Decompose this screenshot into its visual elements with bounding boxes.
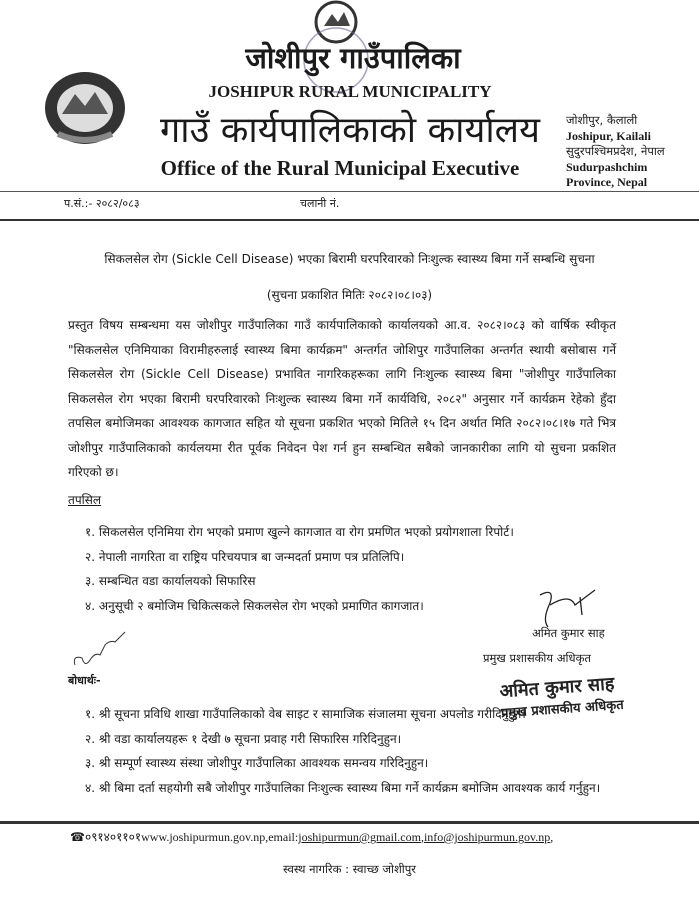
list-item: १. श्री सूचना प्रविधि शाखा गाउँपालिकाको वेब साइट र सामाजिक संजालमा सूचना अपलोड गरीदिनुहुन। <box>85 707 526 721</box>
notice-subject: सिकलसेल रोग (Sickle Cell Disease) भएका बिरामी घरपरिवारको निःशुल्क स्वास्थ्य बिमा गर्ने सम्बन्धि सुचना <box>104 252 595 266</box>
reference-number: प.सं.:- २०८२/०८३ <box>64 197 140 210</box>
stamp-title: प्रमुख प्रशासकीय अधिकृत <box>500 697 625 722</box>
address-line: Sudurpashchim <box>566 159 648 174</box>
list-item: ४. श्री बिमा दर्ता सहयोगी सबै जोशीपुर गाउँपालिका निःशुल्क स्वास्थ्य बिमा गर्ने कार्यक्रम बमोजिम आवश्यक कार्य गर्नुहुन। <box>85 780 601 795</box>
details-heading: तपसिल <box>68 493 102 507</box>
address-line: सुदुरपश्चिमप्रदेश, नेपाल <box>566 144 665 158</box>
email-link[interactable]: info@joshipurmun.gov.np <box>423 830 551 844</box>
phone-icon: ☎ <box>70 830 85 844</box>
list-item: ३. सम्बन्धित वडा कार्यालयको सिफारिस <box>85 574 256 589</box>
notice-body: प्रस्तुत विषय सम्बन्धमा यस जोशीपुर गाउँपालिका गाउँ कार्यपालिकाको कार्यालयको आ.व. २०८२।०८३ को वार्षिक स्वीकृत "सिकलसेल एनिमियाका विरामीहरुलाई स्वास्थ्य बिमा कार्यक्रम" अन्तर्गत जोशिपुर गाउँपालिका अन्तर्गत स्थायी बसोबास गर्ने सिकलसेल रोग (Sickle Cell Disease) प्रभावित नागरिकहरूका लागि निःशुल्क स्वास्थ्य बिमा "जोशीपुर गाउँपालिका सिकलसेल रोग भएका बिरामी घरपरिवारको निःशुल्क स्वास्थ्य बिमा गर्ने कार्यविधि, २०८२" अनुसार गर्ने कार्यक्रम रेहेको हुँदा तपसिल बमोजिमका आवश्यक कागजात सहित यो सूचना प्रकशित भएको मितिले १५ दिन अर्थात मिति २०८२।०८।१७ गते भित्र जोशीपुर गाउँपालिकाको कार्यलयमा रीत पूर्वक निवेदन पेश गर्न हुन सम्बन्धित सबैको जानकारीका लागि यो सुचना प्रकशित गरिएको छ। <box>68 318 616 479</box>
divider <box>0 219 699 221</box>
address-line: Joshipur, Kailali <box>566 128 651 143</box>
municipality-name-np: जोशीपुर गाउँपालिका <box>245 41 461 75</box>
list-item: ३. श्री सम्पूर्ण स्वास्थ्य संस्था जोशीपुर गाउँपालिका आवश्यक समन्वय गरिदिनुहुन। <box>85 756 429 771</box>
published-date: (सुचना प्रकाशित मितिः २०८२।०८।०३) <box>266 288 433 302</box>
municipality-name-en: JOSHIPUR RURAL MUNICIPALITY <box>208 82 492 101</box>
cc-heading: बोधार्थः- <box>68 674 101 687</box>
divider <box>0 191 699 192</box>
stamp-name: अमित कुमार साह <box>498 673 615 703</box>
office-name-en: Office of the Rural Municipal Executive <box>160 156 520 180</box>
list-item: २. श्री वडा कार्यालयहरू १ देखी ७ सूचना प्रवाह गरी सिफारिस गरिदिनुहुन। <box>85 731 402 746</box>
email-link[interactable]: joshipurmun@gmail.com <box>298 830 421 844</box>
address-block <box>566 113 665 191</box>
initials-signature <box>70 630 130 675</box>
address-line: जोशीपुर, कैलाली <box>566 113 638 127</box>
signature <box>520 585 620 630</box>
phone-number: ०९१४०११०१ <box>84 830 142 844</box>
slogan: स्वस्थ नागरिक : स्वाच्छ जोशीपुर <box>283 862 416 876</box>
footer-divider <box>0 821 699 824</box>
office-name-np: गाउँ कार्यपालिकाको कार्यालय <box>160 110 540 151</box>
address-line: Province, Nepal <box>566 175 648 189</box>
list-item: १. सिकलसेल एनिमिया रोग भएको प्रमाण खुल्ने कागजात वा रोग प्रमणित भएको प्रयोगशाला रिपोर्ट। <box>85 525 514 539</box>
cc-list <box>85 702 600 800</box>
list-item: ४. अनुसूची २ बमोजिम चिकित्सकले सिकलसेल रोग भएको प्रमाणित कागजात। <box>85 598 424 613</box>
required-documents-list <box>85 520 514 618</box>
nepal-emblem-logo <box>40 64 130 148</box>
list-item: २. नेपाली नागरिता वा राष्ट्रिय परिचयपात्र बा जन्मदर्ता प्रमाण पत्र प्रतिलिपि। <box>85 549 405 564</box>
dispatch-number: चलानी नं. <box>300 197 340 210</box>
contact-info: ☎०९१४०११०१www.joshipurmun.gov.np,email:joshipurmun@gmail.com,info@joshipurmun.gov.np, <box>70 830 554 844</box>
website[interactable]: www.joshipurmun.gov.np,email: <box>141 830 299 844</box>
signatory-title: प्रमुख प्रशासकीय अधिकृत <box>483 651 591 665</box>
signatory-name: अमित कुमार साह <box>532 626 605 640</box>
